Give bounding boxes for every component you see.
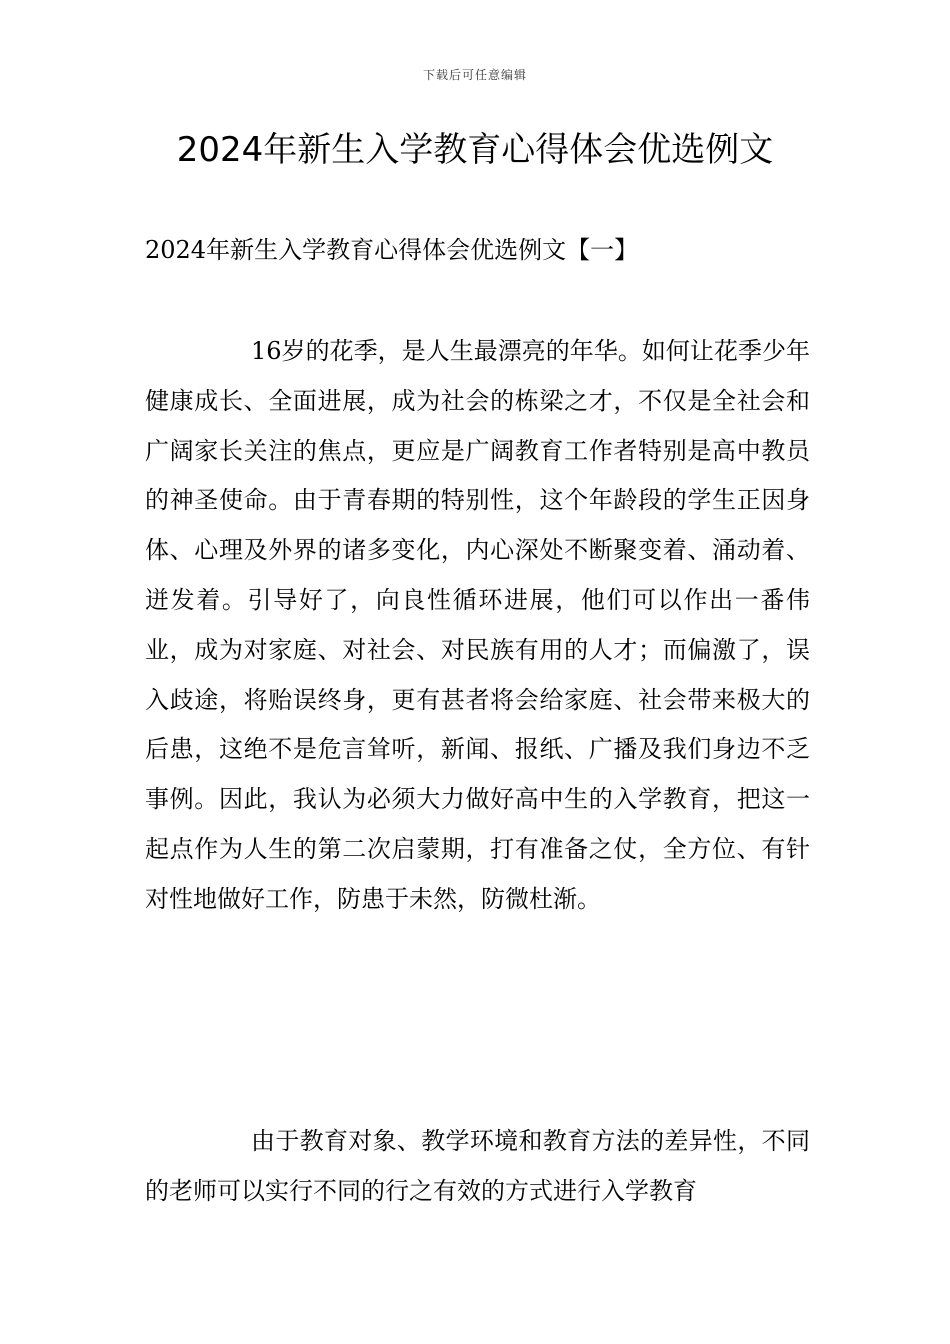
- header-note: 下载后可任意编辑: [422, 68, 527, 82]
- body-paragraph-1: 16岁的花季，是人生最漂亮的年华。如何让花季少年健康成长、全面进展，成为社会的栋梁之才，不仅是全社会和广阔家长关注的焦点，更应是广阔教育工作者特别是高中教员的神圣使命。由于青春期的特别性，这个年龄段的学生正因身体、心理及外界的诸多变化，内心深处不断聚变着、涌动着、迸发着。引导好了，向良性循环进展，他们可以作出一番伟业，成为对家庭、对社会、对民族有用的人才；而偏激了，误入歧途，将贻误终身，更有甚者将会给家庭、社会带来极大的后患，这绝不是危言耸听，新闻、报纸、广播及我们身边不乏事例。因此，我认为必须大力做好高中生的入学教育，把这一起点作为人生的第二次启蒙期，打有准备之仗，全方位、有针对性地做好工作，防患于未然，防微杜渐。: [145, 337, 810, 913]
- document-title: 2024年新生入学教育心得体会优选例文: [176, 130, 774, 170]
- body-paragraph-2: 由于教育对象、教学环境和教育方法的差异性，不同的老师可以实行不同的行之有效的方式进行入学教育: [145, 1127, 810, 1205]
- section-heading: 2024年新生入学教育心得体会优选例文【一】: [145, 236, 639, 264]
